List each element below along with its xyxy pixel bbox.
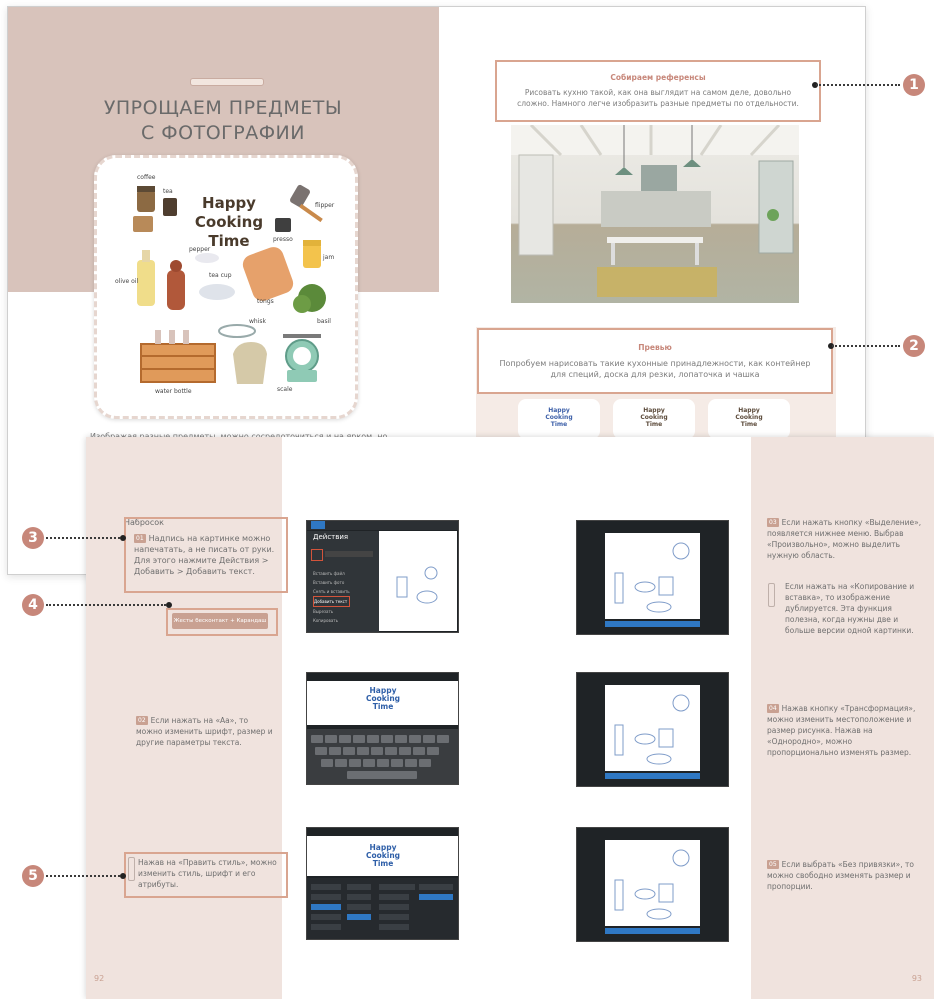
shot2-happy: Happy <box>369 686 397 695</box>
step03b-text: Если нажать на «Копирование и вставка», то изображение дублируется. Эта функция полезна, когда нужны две и больше версии одной картинки. <box>785 582 915 635</box>
label-flipper: flipper <box>315 202 335 209</box>
label-basil: basil <box>317 318 331 325</box>
step05-block <box>767 859 919 892</box>
references-title: Собираем референсы <box>610 73 706 82</box>
page-number-right: 93 <box>911 974 922 983</box>
marker-1: 1 <box>903 74 925 96</box>
label-coffee: coffee <box>137 174 156 181</box>
freeform-toolbar[interactable] <box>605 928 700 934</box>
step03-text: Если нажать кнопку «Выделение», появляется нижнее меню. Выбрав «Произвольно», можно выделить нужную область. <box>767 518 922 560</box>
cover-text-time: Time <box>208 232 250 250</box>
screenshot-style-panel <box>306 827 459 940</box>
marker-3-dot <box>120 535 126 541</box>
tip-button[interactable]: Жесты бесконтакт + Карандаш <box>172 613 268 629</box>
label-scale: scale <box>277 386 293 393</box>
page-title-line-1: УПРОЩАЕМ ПРЕДМЕТЫ <box>103 97 343 119</box>
marker-1-leader <box>816 84 900 86</box>
screenshot-selection <box>576 520 729 635</box>
step04-badge: 04 <box>769 705 777 712</box>
step01-badge: 01 <box>136 535 144 542</box>
preview-title: Превью <box>638 343 672 352</box>
copy-paste-icon <box>768 583 775 607</box>
label-olive-oil: olive oil <box>115 278 139 285</box>
kitchen-photo <box>511 125 799 303</box>
page-title <box>68 96 378 146</box>
shot2-cooking: Cooking <box>365 694 401 703</box>
menu-item-cut[interactable]: Вырезать <box>313 609 334 614</box>
keyboard[interactable] <box>307 729 458 784</box>
actions-menu-title: Действия <box>313 533 349 541</box>
step05-badge: 05 <box>769 861 777 868</box>
sketch-drawing-icon <box>609 537 699 617</box>
style-panel[interactable] <box>307 878 458 939</box>
callout-style <box>124 852 288 898</box>
callout-sketch <box>124 517 288 593</box>
preview-thumb-3: Happy Cooking Time <box>708 399 790 439</box>
pencil-decoration-icon <box>190 78 264 86</box>
preview-thumb-2: Happy Cooking Time <box>613 399 695 439</box>
transform-toolbar[interactable] <box>605 773 700 779</box>
cover-text-cooking: Cooking <box>194 213 264 231</box>
sketch-drawing-icon <box>609 844 699 924</box>
menu-item-add-text[interactable]: Добавить текст <box>313 596 350 607</box>
marker-4-leader <box>46 604 166 606</box>
add-icon[interactable] <box>311 549 323 561</box>
callout-preview <box>477 328 833 394</box>
preview-body: Попробуем нарисовать такие кухонные принадлежности, как контейнер для специй, доска для резки, лопаточка и чашка <box>499 359 811 379</box>
menu-item-copy[interactable]: Копировать <box>313 618 338 623</box>
marker-4-dot <box>166 602 172 608</box>
step02-badge: 02 <box>138 717 146 724</box>
marker-4: 4 <box>22 594 44 616</box>
shot3-cooking: Cooking <box>365 851 401 860</box>
screenshot-actions-menu <box>306 520 459 633</box>
marker-3: 3 <box>22 527 44 549</box>
marker-5-leader <box>46 875 120 877</box>
screenshot-transform <box>576 672 729 787</box>
callout-tip <box>166 608 278 636</box>
step02-text: Если нажать на «Аа», то можно изменить шрифт, размер и другие параметры текста. <box>136 716 273 747</box>
step04-block <box>767 703 917 758</box>
label-presso: presso <box>273 236 293 243</box>
cover-illustration-card <box>94 155 358 419</box>
menu-item-insert-photo[interactable]: Вставить фото <box>313 580 345 585</box>
section-title-sketch: Набросок <box>124 518 164 527</box>
label-water-bottle: water bottle <box>155 388 192 395</box>
sketch-lines-icon <box>387 561 447 611</box>
page-title-line-2: С ФОТОГРАФИИ <box>140 122 305 144</box>
references-body: Рисовать кухню такой, как она выглядит на самом деле, довольно сложно. Намного легче изобразить разные предметы по отдельности. <box>517 88 799 108</box>
label-tongs: tongs <box>257 298 274 305</box>
step02-block <box>136 715 276 748</box>
step04-text: Нажав кнопку «Трансформация», можно изменить местоположение и размер рисунка. Нажав на «Однородно», можно пропорционально изменять размер. <box>767 704 916 757</box>
step03-badge: 03 <box>769 519 777 526</box>
marker-3-leader <box>46 537 120 539</box>
sketch-drawing-icon <box>609 689 699 769</box>
preview-thumb-1: Happy Cooking Time <box>518 399 600 439</box>
label-whisk: whisk <box>249 318 266 325</box>
menu-item-insert-file[interactable]: Вставить файл <box>313 571 345 576</box>
kitchen-scene <box>511 125 799 303</box>
shot2-time: Time <box>372 702 394 711</box>
step03-block <box>767 517 925 561</box>
label-tea: tea <box>163 188 173 195</box>
label-jam: jam <box>323 254 335 261</box>
label-pepper: pepper <box>189 246 211 253</box>
step01-text: Надпись на картинке можно напечатать, а не писать от руки. Для этого нажмите Действия > Добавить > Добавить текст. <box>134 534 275 576</box>
shot3-time: Time <box>372 859 394 868</box>
style-note-text: Нажав на «Править стиль», можно изменить стиль, шрифт и его атрибуты. <box>138 858 277 889</box>
front-page <box>86 437 934 999</box>
screenshot-freeform <box>576 827 729 942</box>
cover-text-happy: Happy <box>202 194 256 212</box>
marker-5: 5 <box>22 865 44 887</box>
step05-text: Если выбрать «Без привязки», то можно свободно изменять размер и пропорции. <box>767 860 914 891</box>
page-number-left: 92 <box>94 974 105 983</box>
callout-references <box>495 60 821 122</box>
marker-2: 2 <box>903 335 925 357</box>
shot3-happy: Happy <box>369 843 397 852</box>
menu-item-take-photo[interactable]: Снять и вставить <box>313 589 350 594</box>
screenshot-keyboard <box>306 672 459 785</box>
marker-2-leader <box>832 345 900 347</box>
selection-toolbar[interactable] <box>605 621 700 627</box>
label-tea-cup: tea cup <box>209 272 232 279</box>
marker-5-dot <box>120 873 126 879</box>
